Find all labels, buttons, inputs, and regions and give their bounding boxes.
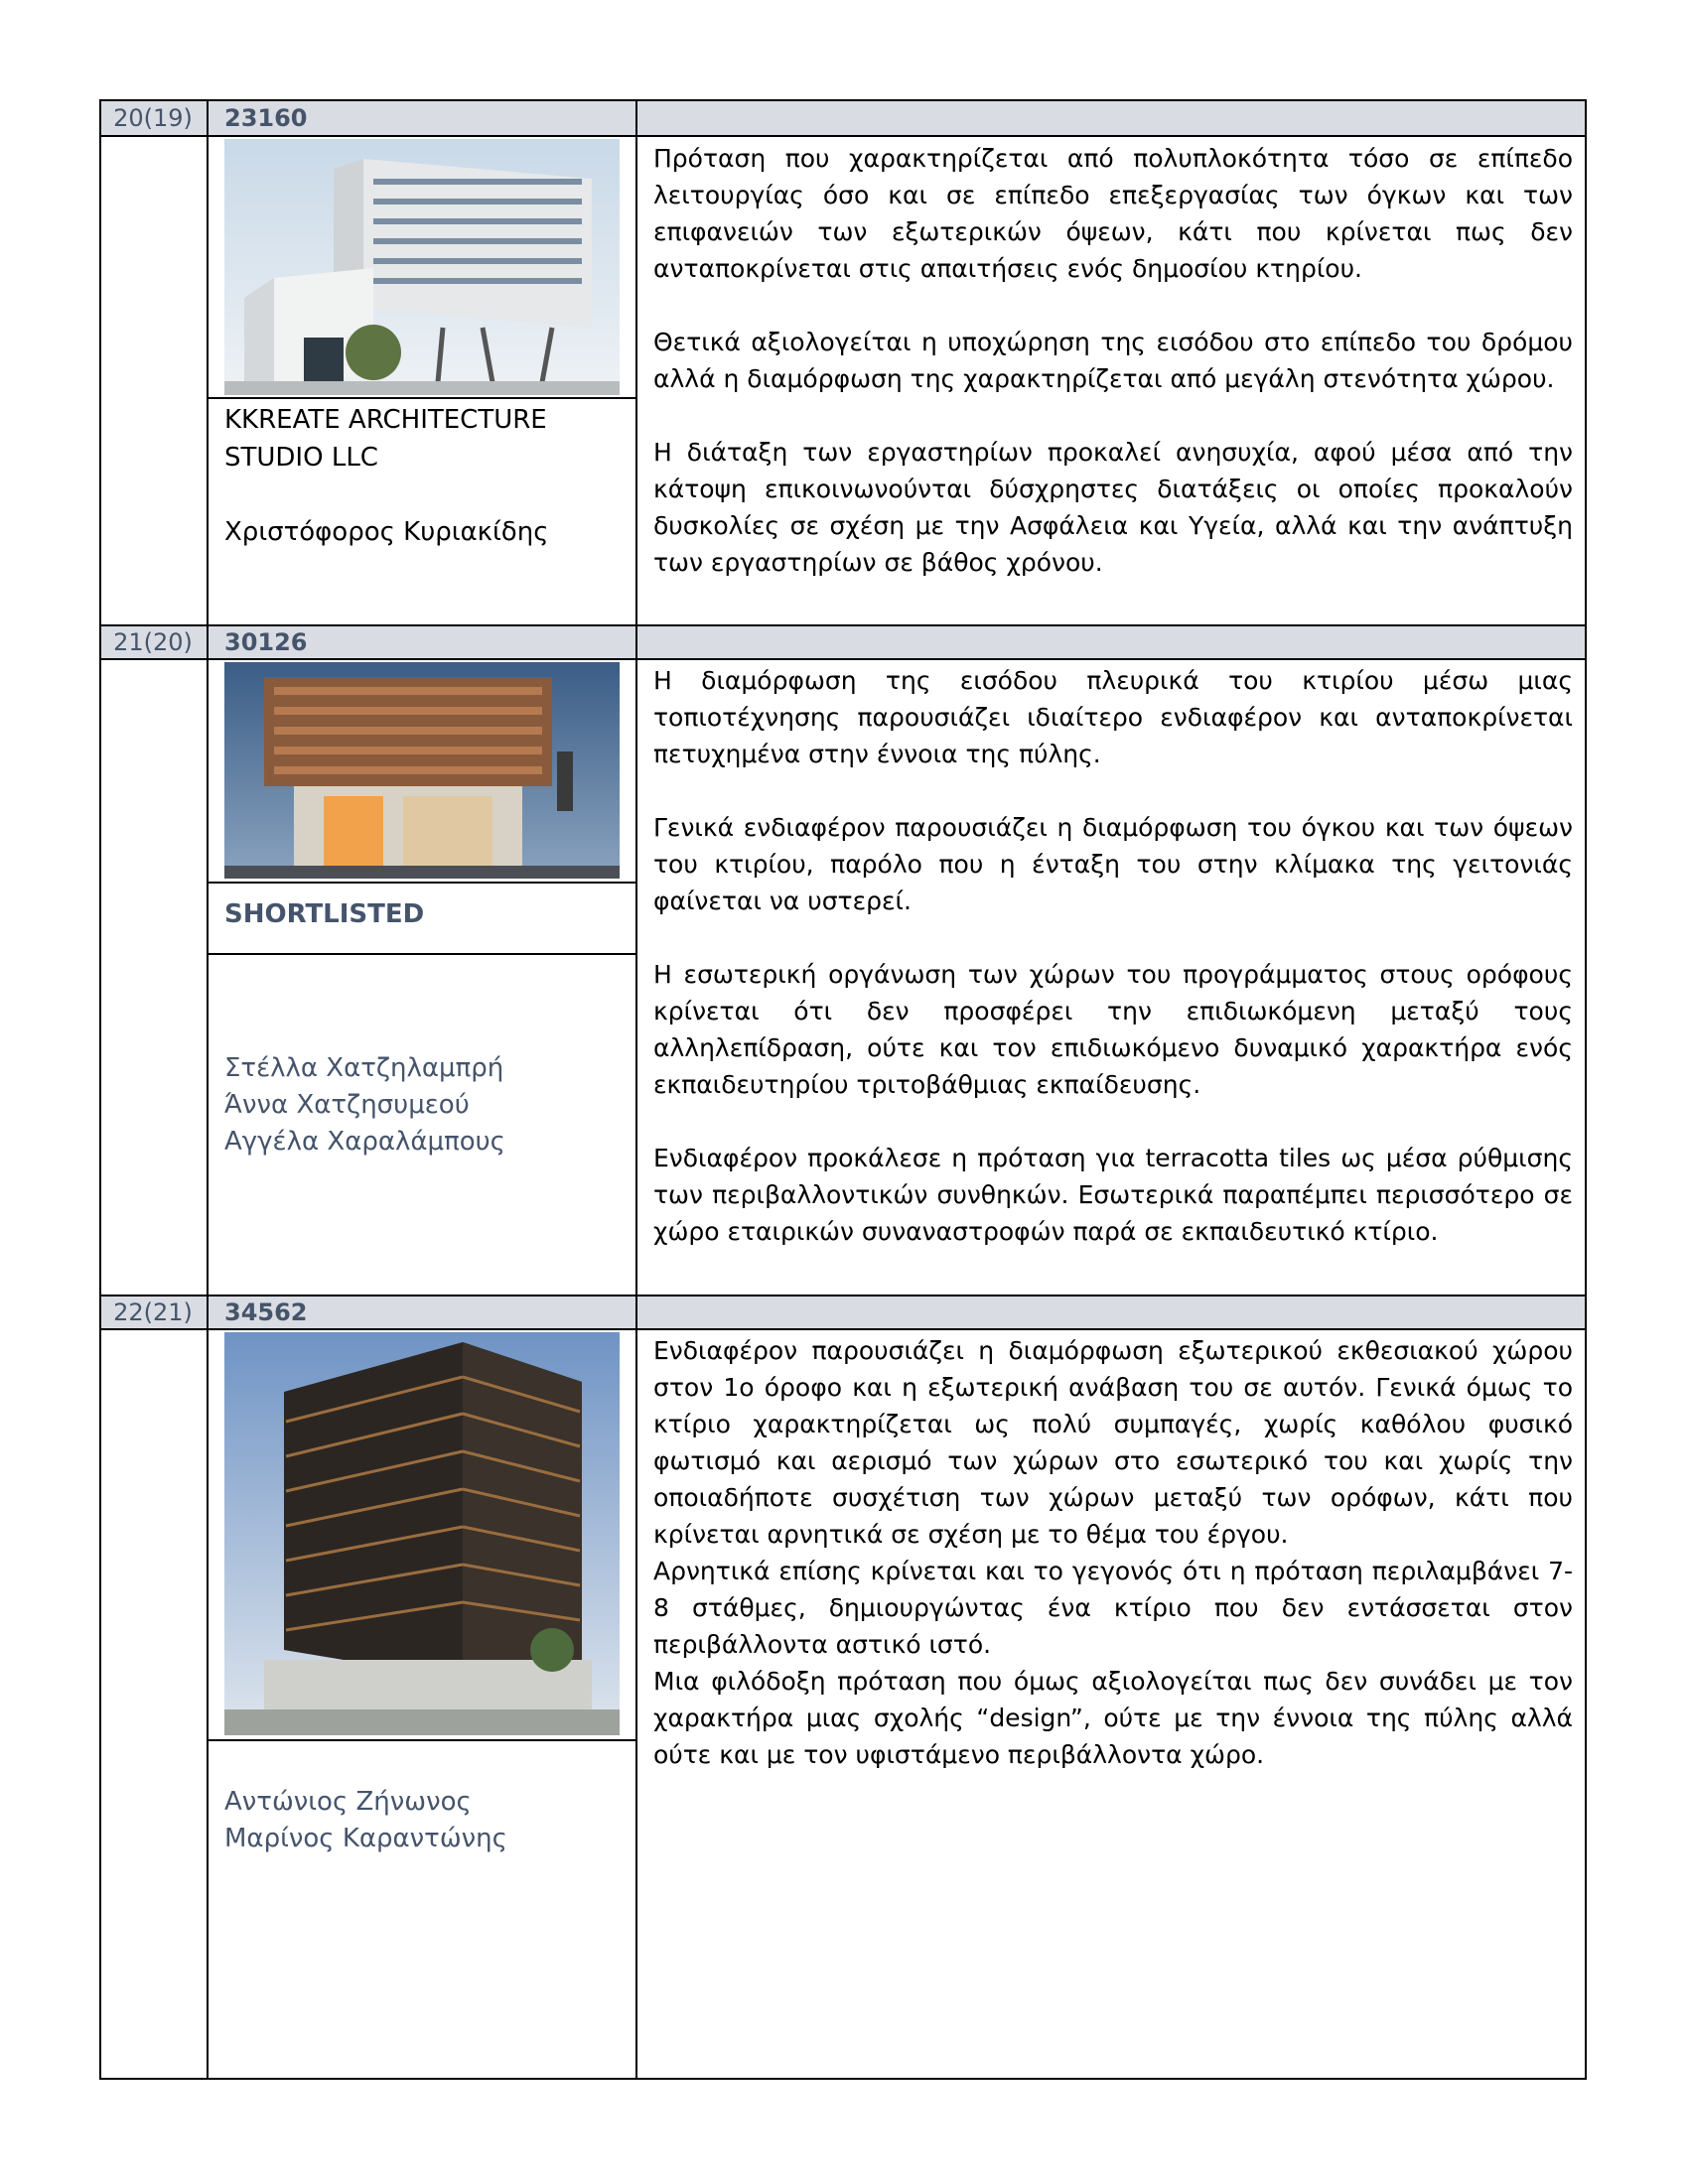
building-rendering-image [224,139,620,395]
evaluation-paragraph: Πρόταση που χαρακτηρίζεται από πολυπλοκότητα τόσο σε επίπεδο λειτουργίας όσο και σε επίπεδο επεξεργασίας των όγκων και των επιφανειών των εξωτερικών όψεων, κάτι που κρίνεται πως δεν ανταποκρίνεται στις απαιτήσεις ενός δημοσίου κτηρίου. [653,144,1573,283]
evaluation-paragraph: Ενδιαφέρον προκάλεσε η πρόταση για terracotta tiles ως μέσα ρύθμισης των περιβαλλοντικών συνθηκών. Εσωτερικά παραπέμπει περισσότερο σε χώρο εταιρικών συναναστροφών παρά σε εκπαιδευτικό κτίριο. [653,1144,1573,1246]
evaluation-paragraph: Αρνητικά επίσης κρίνεται και το γεγονός ότι η πρόταση περιλαμβάνει 7-8 στάθμες, δημιουργώντας ένα κτίριο που δεν εντάσσεται στον περιβάλλοντα αστικό ιστό. [653,1557,1573,1659]
cell-divider [209,1739,635,1741]
author-name: Μαρίνος Καραντώνης [224,1824,507,1853]
cell-divider [209,882,635,884]
table-border [99,2078,1587,2080]
evaluation-paragraph: Η εσωτερική οργάνωση των χώρων του προγράμματος στους ορόφους κρίνεται ότι δεν προσφέρει την επιδιωκόμενη μεταξύ τους αλληλεπίδραση, ούτε και τον επιδιωκόμενο δυναμικό χαρακτήρα ενός εκπαιδευτηρίου τριτοβάθμιας εκπαίδευσης. [653,960,1573,1099]
office-name-line: KKREATE ARCHITECTURE [224,405,547,435]
table-border [99,658,1587,660]
entry-code: 34562 [224,1298,308,1326]
entry-number: 20(19) [113,104,193,132]
entry-header-band [101,101,1585,135]
office-name-line: STUDIO LLC [224,443,378,473]
entry-number: 21(20) [113,628,193,656]
entry-header-band [101,626,1585,658]
evaluation-paragraph: Θετικά αξιολογείται η υποχώρηση της εισόδου στο επίπεδο του δρόμου αλλά η διαμόρφωση της χαρακτηρίζεται από μεγάλη στενότητα χώρου. [653,328,1573,393]
table-border [99,624,1587,626]
table-border [99,1295,1587,1297]
evaluation-paragraph: Γενικά ενδιαφέρον παρουσιάζει η διαμόρφωση του όγκου και των όψεων του κτιρίου, παρόλο που η ένταξη του στην κλίμακα της γειτονιάς φαίνεται να υστερεί. [653,813,1573,915]
evaluation-paragraph: Ενδιαφέρον παρουσιάζει η διαμόρφωση εξωτερικού εκθεσιακού χώρου στον 1ο όροφο και η εξωτερική ανάβαση του σε αυτόν. Γενικά όμως το κτίριο χαρακτηρίζεται ως πολύ συμπαγές, χωρίς καθόλου φυσικό φωτισμό και αερισμό των χώρων στο εσωτερικό του και χωρίς την οποιαδήποτε συσχέτιση των χώρων μεταξύ των ορόφων, κάτι που κρίνεται αρνητικά σε σχέση με το θέμα του έργου. [653,1336,1573,1549]
cell-divider [209,397,635,399]
table-border [99,1328,1587,1330]
author-name: Στέλλα Χατζηλαμπρή [224,1053,504,1083]
shortlisted-label: SHORTLISTED [224,899,425,929]
building-rendering-image [224,1332,620,1735]
entry-header-band [101,1297,1585,1328]
table-border [1585,99,1587,2080]
entry-number: 22(21) [113,1298,193,1326]
author-name: Άννα Χατζησυμεού [224,1090,470,1120]
evaluation-paragraph: Η διαμόρφωση της εισόδου πλευρικά του κτιρίου μέσω μιας τοπιοτέχνησης παρουσιάζει ιδιαίτερο ενδιαφέρον και ανταποκρίνεται πετυχημένα στην έννοια της πύλης. [653,666,1573,768]
table-border [99,135,1587,137]
evaluation-text [653,1332,1573,1773]
evaluation-text [653,140,1573,581]
cell-divider [209,953,635,955]
table-border [635,99,637,2080]
evaluation-text [653,662,1573,1250]
entry-code: 30126 [224,628,308,656]
author-name: Αγγέλα Χαραλάμπους [224,1127,505,1157]
table-border [99,99,1587,101]
entry-code: 23160 [224,104,308,132]
building-rendering-image [224,662,620,879]
author-name: Αντώνιος Ζήνωνος [224,1787,472,1817]
table-border [99,99,101,2080]
evaluation-paragraph: Μια φιλόδοξη πρόταση που όμως αξιολογείται πως δεν συνάδει με τον χαρακτήρα μιας σχολής “design”, ούτε με την έννοια της πύλης αλλά ούτε και με τον υφιστάμενο περιβάλλοντα χώρο. [653,1667,1573,1769]
author-name: Χριστόφορος Κυριακίδης [224,517,549,547]
evaluation-paragraph: Η διάταξη των εργαστηρίων προκαλεί ανησυχία, αφού μέσα από την κάτοψη επικοινωνούνται δύσχρηστες διατάξεις οι οποίες προκαλούν δυσκολίες σε σχέση με την Ασφάλεια και Υγεία, αλλά και την ανάπτυξη των εργαστηρίων σε βάθος χρόνου. [653,438,1573,577]
